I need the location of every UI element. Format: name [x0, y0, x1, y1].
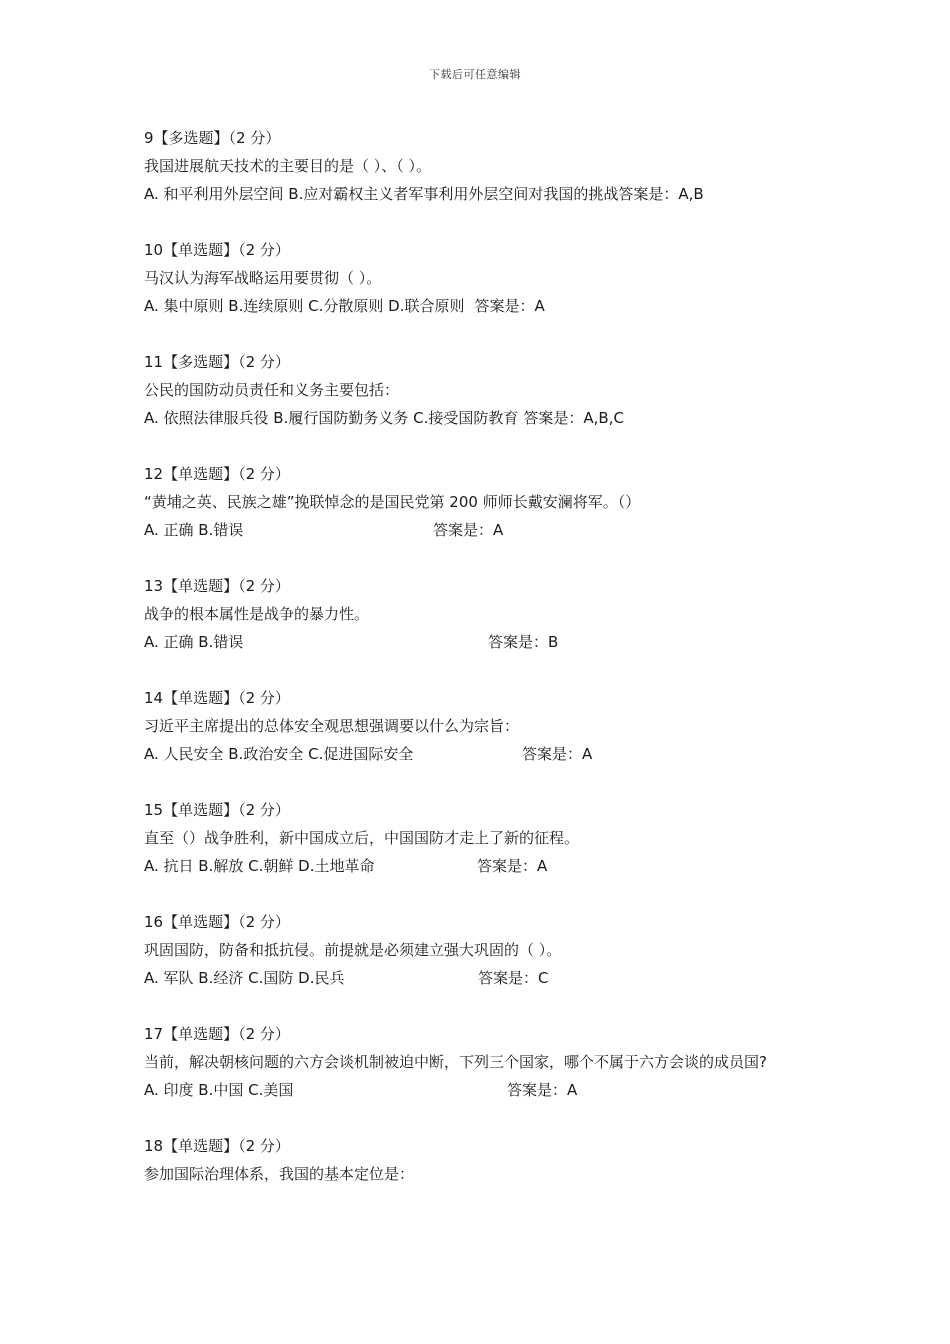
question-17: [144, 1020, 816, 1104]
question-title: 12【单选题】（2 分）: [144, 465, 290, 483]
question-options-row: [144, 852, 816, 880]
question-13: [144, 572, 816, 656]
question-15: [144, 796, 816, 880]
question-9: [144, 124, 816, 208]
question-title: 14【单选题】（2 分）: [144, 689, 290, 707]
question-answer: 答案是：A: [507, 1081, 578, 1099]
question-14: [144, 684, 816, 768]
question-title: 15【单选题】（2 分）: [144, 801, 290, 819]
question-options: A. 印度 B.中国 C.美国: [144, 1081, 294, 1099]
question-stem: 当前，解决朝核问题的六方会谈机制被迫中断，下列三个国家，哪个不属于六方会谈的成员国?: [144, 1053, 767, 1071]
question-16: [144, 908, 816, 992]
page-header: 下载后可任意编辑: [429, 68, 521, 81]
question-options: A. 和平利用外层空间 B.应对霸权主义者军事利用外层空间对我国的挑战: [144, 185, 619, 203]
question-stem: 战争的根本属性是战争的暴力性。: [144, 605, 370, 623]
question-options-row: [144, 628, 816, 656]
question-11: [144, 348, 816, 432]
question-stem: 我国进展航天技术的主要目的是（ ）、（ ）。: [144, 157, 432, 175]
question-stem: 直至（）战争胜利，新中国成立后，中国国防才走上了新的征程。: [144, 829, 580, 847]
question-title: 9【多选题】（2 分）: [144, 129, 281, 147]
question-answer: 答案是：A,B,C: [523, 409, 624, 427]
question-title: 11【多选题】（2 分）: [144, 353, 290, 371]
question-title: 18【单选题】（2 分）: [144, 1137, 290, 1155]
question-12: [144, 460, 816, 544]
question-title: 10【单选题】（2 分）: [144, 241, 290, 259]
question-stem: 马汉认为海军战略运用要贯彻（ ）。: [144, 269, 382, 287]
question-answer: 答案是：B: [488, 633, 559, 651]
question-18: [144, 1132, 816, 1188]
question-answer: 答案是：C: [478, 969, 549, 987]
question-options-row: [144, 516, 816, 544]
question-answer: 答案是：A: [477, 857, 548, 875]
question-options: A. 抗日 B.解放 C.朝鲜 D.土地革命: [144, 857, 375, 875]
question-options-row: [144, 740, 816, 768]
question-list: [144, 124, 816, 1216]
question-options-row: [144, 1076, 816, 1104]
question-answer: 答案是：A: [433, 521, 504, 539]
question-answer: 答案是：A: [474, 297, 545, 315]
question-answer: 答案是：A,B: [618, 185, 704, 203]
question-10: [144, 236, 816, 320]
question-options: A. 正确 B.错误: [144, 633, 244, 651]
question-options-row: [144, 292, 816, 320]
question-stem: 巩固国防，防备和抵抗侵。前提就是必须建立强大巩固的（ ）。: [144, 941, 562, 959]
question-stem: 习近平主席提出的总体安全观思想强调要以什么为宗旨：: [144, 717, 520, 735]
question-options: A. 依照法律服兵役 B.履行国防勤务义务 C.接受国防教育: [144, 409, 519, 427]
question-answer: 答案是：A: [522, 745, 593, 763]
question-options: A. 正确 B.错误: [144, 521, 244, 539]
question-title: 17【单选题】（2 分）: [144, 1025, 290, 1043]
question-options: A. 军队 B.经济 C.国防 D.民兵: [144, 969, 345, 987]
question-stem: “黄埔之英、民族之雄”挽联悼念的是国民党第 200 师师长戴安澜将军。（）: [144, 493, 641, 511]
question-options: A. 人民安全 B.政治安全 C.促进国际安全: [144, 745, 414, 763]
question-title: 16【单选题】（2 分）: [144, 913, 290, 931]
question-options-row: [144, 180, 816, 208]
question-options: A. 集中原则 B.连续原则 C.分散原则 D.联合原则: [144, 297, 465, 315]
question-stem: 公民的国防动员责任和义务主要包括：: [144, 381, 400, 399]
question-stem: 参加国际治理体系，我国的基本定位是：: [144, 1165, 415, 1183]
question-title: 13【单选题】（2 分）: [144, 577, 290, 595]
question-options-row: [144, 964, 816, 992]
question-options-row: [144, 404, 816, 432]
